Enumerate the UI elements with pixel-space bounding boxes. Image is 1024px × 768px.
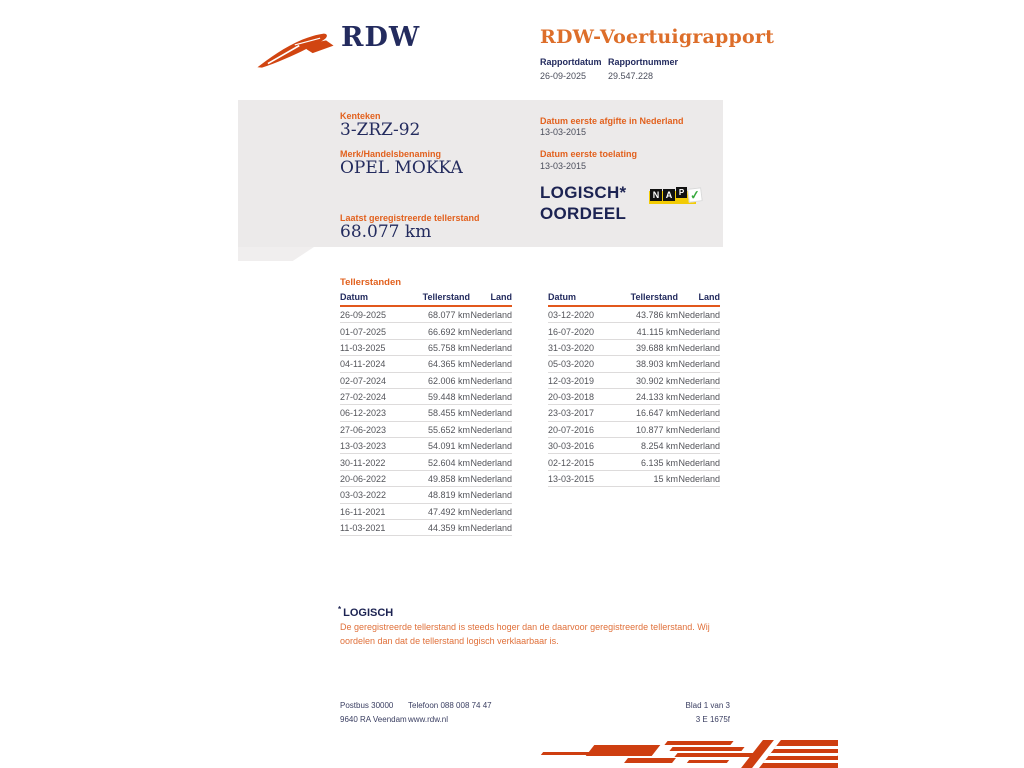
cell-land: Nederland [678, 457, 720, 468]
footnote-title [338, 605, 393, 619]
table-row [340, 438, 512, 454]
table-row [340, 307, 512, 323]
nap-letter-a: A [663, 189, 675, 201]
cell-datum: 16-11-2021 [340, 506, 386, 517]
cell-datum: 11-03-2021 [340, 523, 386, 534]
cell-land: Nederland [470, 359, 512, 370]
header-land: Land [490, 292, 512, 302]
cell-datum: 13-03-2023 [340, 441, 387, 452]
swoosh-bar [586, 745, 661, 756]
kenteken-label: Kenteken [340, 111, 381, 121]
page-title: RDW-Voertuigrapport [540, 26, 775, 48]
verdict-line2: OORDEEL [540, 204, 627, 223]
header-datum: Datum [548, 292, 577, 302]
cell-datum: 03-03-2022 [340, 490, 387, 501]
page-footer [340, 701, 730, 731]
cell-datum: 13-03-2015 [548, 473, 595, 484]
cell-tellerstand: 16.647 km [635, 408, 678, 419]
cell-datum: 20-07-2016 [548, 424, 595, 435]
cell-land: Nederland [470, 326, 512, 337]
table-row [548, 454, 720, 470]
cell-datum: 12-03-2019 [548, 375, 595, 386]
table-row [548, 340, 720, 356]
cell-datum: 16-07-2020 [548, 326, 595, 337]
merk-label: Merk/Handelsbenaming [340, 149, 442, 159]
cell-datum: 20-06-2022 [340, 473, 387, 484]
cell-land: Nederland [470, 457, 512, 468]
table-row [548, 471, 720, 487]
cell-tellerstand: 59.448 km [427, 392, 470, 403]
cell-tellerstand: 64.365 km [427, 359, 470, 370]
swoosh-bar [674, 753, 755, 757]
table-row [548, 356, 720, 372]
cell-datum: 27-06-2023 [340, 424, 387, 435]
report-date [540, 57, 602, 81]
verdict-text [540, 182, 626, 224]
cell-tellerstand: 24.133 km [635, 392, 678, 403]
table-header-row [548, 291, 720, 307]
tables-title: Tellerstanden [340, 277, 402, 288]
cell-tellerstand: 65.758 km [427, 342, 470, 353]
table-row [340, 323, 512, 339]
report-date-value: 26-09-2025 [540, 71, 587, 81]
cell-datum: 05-03-2020 [548, 359, 595, 370]
cell-land: Nederland [470, 424, 512, 435]
nap-logo [648, 184, 706, 210]
vehicle-summary-panel [238, 100, 723, 247]
cell-land: Nederland [678, 359, 720, 370]
header-tellerstand: Tellerstand [422, 292, 470, 302]
table-row [340, 373, 512, 389]
cell-datum: 27-02-2024 [340, 392, 387, 403]
cell-datum: 31-03-2020 [548, 342, 595, 353]
rdw-logo-text: RDW [341, 22, 421, 53]
table-row [548, 373, 720, 389]
cell-land: Nederland [678, 326, 720, 337]
cell-tellerstand: 49.858 km [427, 473, 470, 484]
footnote-asterisk: * [338, 605, 342, 614]
afgifte-label: Datum eerste afgifte in Nederland [540, 116, 684, 126]
swoosh-bar [759, 740, 838, 768]
report-date-label: Rapportdatum [540, 57, 602, 67]
cell-land: Nederland [470, 310, 512, 321]
cell-land: Nederland [470, 441, 512, 452]
cell-tellerstand: 58.455 km [427, 408, 470, 419]
cell-datum: 26-09-2025 [340, 310, 387, 321]
cell-datum: 30-03-2016 [548, 441, 595, 452]
header-land: Land [698, 292, 720, 302]
footer-page-number: Blad 1 van 3 [685, 701, 730, 710]
cell-land: Nederland [470, 392, 512, 403]
table-row [548, 323, 720, 339]
cell-land: Nederland [678, 392, 720, 403]
rdw-swoosh-graphic [538, 737, 838, 768]
table-row [340, 504, 512, 520]
swoosh-bar [669, 747, 744, 751]
footer-phone: Telefoon 088 008 74 47 [408, 701, 492, 710]
cell-land: Nederland [470, 342, 512, 353]
table-row [548, 389, 720, 405]
verdict-line1: LOGISCH* [540, 183, 627, 202]
cell-tellerstand: 38.903 km [635, 359, 678, 370]
cell-datum: 20-03-2018 [548, 392, 595, 403]
cell-tellerstand: 66.692 km [427, 326, 470, 337]
cell-tellerstand: 10.877 km [635, 424, 678, 435]
cell-tellerstand: 8.254 km [640, 441, 678, 452]
cell-tellerstand: 54.091 km [427, 441, 470, 452]
cell-tellerstand: 39.688 km [635, 342, 678, 353]
table-row [340, 389, 512, 405]
cell-datum: 01-07-2025 [340, 326, 387, 337]
cell-tellerstand: 41.115 km [636, 326, 678, 337]
table-header-row [340, 291, 512, 307]
report-number-value: 29.547.228 [608, 71, 654, 81]
table-row [548, 405, 720, 421]
table-row [340, 520, 512, 536]
tellerstand-label: Laatst geregistreerde tellerstand [340, 213, 480, 223]
cell-tellerstand: 52.604 km [427, 457, 470, 468]
merk-value: OPEL MOKKA [340, 158, 463, 178]
table-row [548, 438, 720, 454]
cell-datum: 11-03-2025 [340, 342, 386, 353]
cell-tellerstand: 48.819 km [427, 490, 470, 501]
report-number [608, 57, 678, 81]
cell-land: Nederland [470, 473, 512, 484]
footer-address-line1: Postbus 30000 [340, 701, 394, 710]
cell-datum: 30-11-2022 [340, 457, 386, 468]
toelating-value: 13-03-2015 [540, 161, 587, 171]
tellerstanden-table-left [340, 291, 512, 536]
footer-address-line2: 9640 RA Veendam [340, 715, 407, 724]
cell-land: Nederland [678, 441, 720, 452]
cell-datum: 06-12-2023 [340, 408, 387, 419]
nap-letter-n: N [650, 189, 662, 201]
tellerstand-value: 68.077 km [340, 222, 432, 242]
cell-datum: 02-07-2024 [340, 375, 387, 386]
table-row [340, 356, 512, 372]
table-row [340, 471, 512, 487]
footnote-text: De geregistreerde tellerstand is steeds hoger dan de daarvoor geregistreerde tellerstand. Wij oordelen dan dat de tellerstand logisch verklaarbaar is. [340, 622, 710, 646]
cell-datum: 04-11-2024 [340, 359, 386, 370]
footer-form-code: 3 E 1675f [695, 715, 730, 724]
afgifte-value: 13-03-2015 [540, 127, 587, 137]
swoosh-bar [624, 758, 676, 763]
cell-datum: 03-12-2020 [548, 310, 595, 321]
cell-land: Nederland [678, 375, 720, 386]
table-row [340, 487, 512, 503]
cell-datum: 02-12-2015 [548, 457, 595, 468]
cell-land: Nederland [678, 408, 720, 419]
table-row [548, 422, 720, 438]
rdw-logo-icon [256, 27, 338, 71]
cell-land: Nederland [470, 506, 512, 517]
cell-tellerstand: 30.902 km [635, 375, 678, 386]
cell-tellerstand: 62.006 km [427, 375, 470, 386]
header-tellerstand: Tellerstand [630, 292, 678, 302]
cell-land: Nederland [470, 523, 512, 534]
cell-tellerstand: 44.359 km [427, 523, 470, 534]
cell-land: Nederland [470, 408, 512, 419]
table-row [340, 340, 512, 356]
cell-tellerstand: 55.652 km [427, 424, 470, 435]
nap-checkmark-icon: ✓ [689, 187, 701, 203]
cell-tellerstand: 43.786 km [635, 310, 678, 321]
tellerstanden-table-right [548, 291, 720, 487]
report-number-label: Rapportnummer [608, 57, 679, 67]
nap-letter-p: P [676, 187, 687, 198]
footer-website-link[interactable]: www.rdw.nl [408, 715, 449, 724]
kenteken-value: 3-ZRZ-92 [340, 120, 421, 140]
cell-land: Nederland [678, 342, 720, 353]
swoosh-bar [664, 741, 733, 745]
summary-panel-tail [238, 247, 314, 261]
cell-tellerstand: 6.135 km [640, 457, 678, 468]
cell-datum: 23-03-2017 [548, 408, 595, 419]
table-row [340, 422, 512, 438]
table-row [340, 405, 512, 421]
swoosh-bar [687, 760, 729, 763]
cell-land: Nederland [678, 310, 720, 321]
cell-land: Nederland [470, 375, 512, 386]
cell-tellerstand: 47.492 km [427, 506, 470, 517]
table-row [340, 454, 512, 470]
cell-land: Nederland [678, 473, 720, 484]
swoosh-bar [541, 752, 591, 755]
cell-tellerstand: 68.077 km [427, 310, 470, 321]
footnote-title-text: LOGISCH [343, 607, 394, 619]
cell-land: Nederland [678, 424, 720, 435]
cell-land: Nederland [470, 490, 512, 501]
table-row [548, 307, 720, 323]
toelating-label: Datum eerste toelating [540, 149, 638, 159]
header-datum: Datum [340, 292, 369, 302]
cell-tellerstand: 15 km [653, 473, 678, 484]
